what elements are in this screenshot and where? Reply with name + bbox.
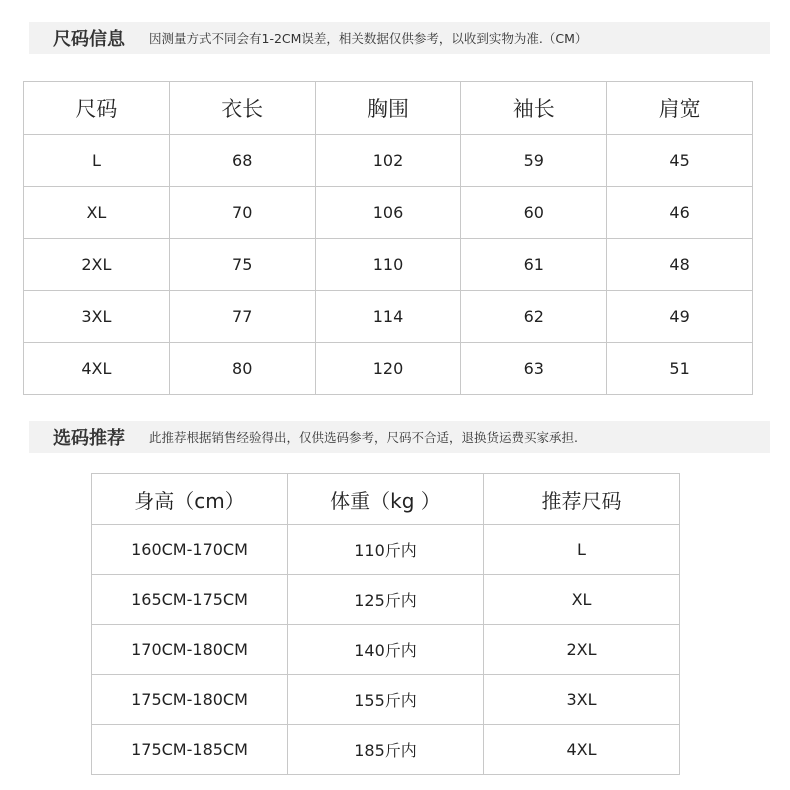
shoulder-cell: 46 [607, 187, 753, 239]
size-cell: 3XL [24, 291, 170, 343]
size-recommend-header [29, 421, 770, 453]
table-row [24, 343, 753, 395]
size-cell: 2XL [24, 239, 170, 291]
chest-cell: 102 [315, 135, 461, 187]
size-info-header [29, 22, 770, 54]
recommended-size-cell: 4XL [484, 725, 680, 775]
table-row [92, 625, 680, 675]
size-cell: XL [24, 187, 170, 239]
size-info-title: 尺码信息 [53, 29, 125, 50]
table-row [24, 135, 753, 187]
table-row [24, 239, 753, 291]
table-row [92, 675, 680, 725]
chest-cell: 110 [315, 239, 461, 291]
size-header-cell: 衣长 [169, 82, 315, 135]
shoulder-cell: 45 [607, 135, 753, 187]
chest-cell: 114 [315, 291, 461, 343]
height-cell: 170CM-180CM [92, 625, 288, 675]
weight-cell: 110斤内 [288, 525, 484, 575]
sleeve-cell: 62 [461, 291, 607, 343]
recommend-header-cell: 体重（kg ） [288, 474, 484, 525]
length-cell: 70 [169, 187, 315, 239]
size-info-note: 因测量方式不同会有1-2CM误差，相关数据仅供参考，以收到实物为准.（CM） [149, 31, 588, 46]
size-header-cell: 袖长 [461, 82, 607, 135]
table-row [92, 575, 680, 625]
weight-cell: 125斤内 [288, 575, 484, 625]
length-cell: 68 [169, 135, 315, 187]
height-cell: 175CM-180CM [92, 675, 288, 725]
size-cell: L [24, 135, 170, 187]
length-cell: 75 [169, 239, 315, 291]
size-header-cell: 肩宽 [607, 82, 753, 135]
sleeve-cell: 61 [461, 239, 607, 291]
shoulder-cell: 49 [607, 291, 753, 343]
weight-cell: 140斤内 [288, 625, 484, 675]
table-row [24, 291, 753, 343]
size-header-cell: 尺码 [24, 82, 170, 135]
height-cell: 175CM-185CM [92, 725, 288, 775]
recommended-size-cell: L [484, 525, 680, 575]
recommended-size-cell: 2XL [484, 625, 680, 675]
table-row [92, 725, 680, 775]
weight-cell: 185斤内 [288, 725, 484, 775]
recommend-table-header-row [92, 474, 680, 525]
recommend-header-cell: 身高（cm） [92, 474, 288, 525]
sleeve-cell: 59 [461, 135, 607, 187]
size-table [23, 81, 753, 395]
length-cell: 80 [169, 343, 315, 395]
size-recommend-note: 此推荐根据销售经验得出，仅供选码参考，尺码不合适，退换货运费买家承担. [149, 430, 578, 445]
recommend-table [91, 473, 680, 775]
size-table-header-row [24, 82, 753, 135]
size-recommend-title: 选码推荐 [53, 428, 125, 449]
size-header-cell: 胸围 [315, 82, 461, 135]
recommend-header-cell: 推荐尺码 [484, 474, 680, 525]
weight-cell: 155斤内 [288, 675, 484, 725]
height-cell: 165CM-175CM [92, 575, 288, 625]
recommended-size-cell: XL [484, 575, 680, 625]
table-row [24, 187, 753, 239]
chest-cell: 120 [315, 343, 461, 395]
sleeve-cell: 60 [461, 187, 607, 239]
shoulder-cell: 48 [607, 239, 753, 291]
length-cell: 77 [169, 291, 315, 343]
table-row [92, 525, 680, 575]
recommended-size-cell: 3XL [484, 675, 680, 725]
chest-cell: 106 [315, 187, 461, 239]
size-cell: 4XL [24, 343, 170, 395]
height-cell: 160CM-170CM [92, 525, 288, 575]
shoulder-cell: 51 [607, 343, 753, 395]
sleeve-cell: 63 [461, 343, 607, 395]
